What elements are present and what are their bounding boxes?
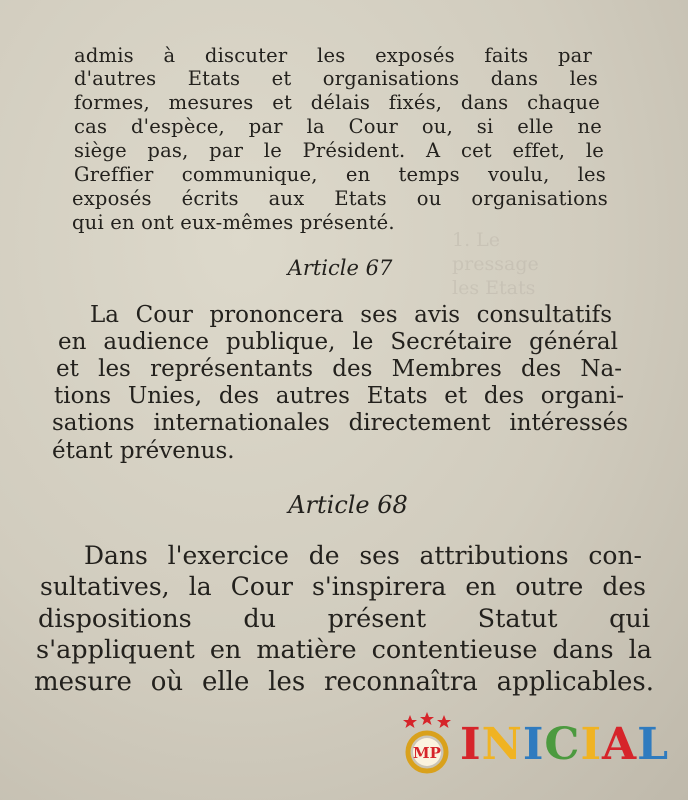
wordmark-letter: L	[637, 719, 670, 770]
text-line: exposés écrits aux Etats ou organisations	[72, 187, 608, 210]
text-line: admis à discuter les exposés faits par	[74, 44, 592, 67]
wordmark-letter: I	[522, 719, 545, 770]
wordmark-letter: A	[602, 719, 638, 770]
svg-text:MP: MP	[413, 744, 441, 762]
wordmark-letter: N	[481, 719, 523, 770]
text-line: La Cour prononcera ses avis consultatifs	[90, 302, 612, 328]
show-through-text: 1. Le pressage les Etats	[452, 229, 539, 299]
text-line: et les représentants des Membres des Na-	[56, 356, 622, 382]
article-68-heading: Article 68	[288, 491, 408, 519]
text-line: étant prévenus.	[52, 438, 235, 464]
text-line: dispositions du présent Statut qui	[38, 604, 650, 634]
text-line: Greffier communique, en temps voulu, les	[74, 163, 606, 186]
text-line: formes, mesures et délais fixés, dans chaque	[74, 91, 600, 114]
text-line: Dans l'exercice de ses attributions con-	[84, 541, 642, 570]
text-line: tions Unies, des autres Etats et des organi-	[54, 383, 624, 409]
text-line: qui en ont eux-mêmes présenté.	[72, 211, 395, 234]
mp-emblem-icon	[398, 712, 456, 776]
text-line: d'autres Etats et organisations dans les	[74, 67, 598, 90]
wordmark-letter: I	[580, 719, 603, 770]
wordmark-letter: I	[460, 719, 482, 770]
text-line: mesure où elle les reconnaîtra applicables.	[34, 667, 654, 697]
wordmark-letter: C	[544, 719, 581, 770]
text-line: sations internationales directement intéressés	[52, 410, 628, 436]
text-line: siège pas, par le Président. A cet effet, le	[74, 139, 604, 162]
text-line: s'appliquent en matière contentieuse dans la	[36, 635, 652, 665]
text-line: en audience publique, le Secrétaire général	[58, 329, 618, 355]
text-line: sultatives, la Cour s'inspirera en outre des	[40, 572, 646, 601]
article-67-heading: Article 67	[287, 256, 393, 280]
inicial-wordmark	[460, 720, 669, 770]
inicial-logo	[398, 712, 670, 776]
text-line: cas d'espèce, par la Cour ou, si elle ne	[74, 115, 602, 138]
